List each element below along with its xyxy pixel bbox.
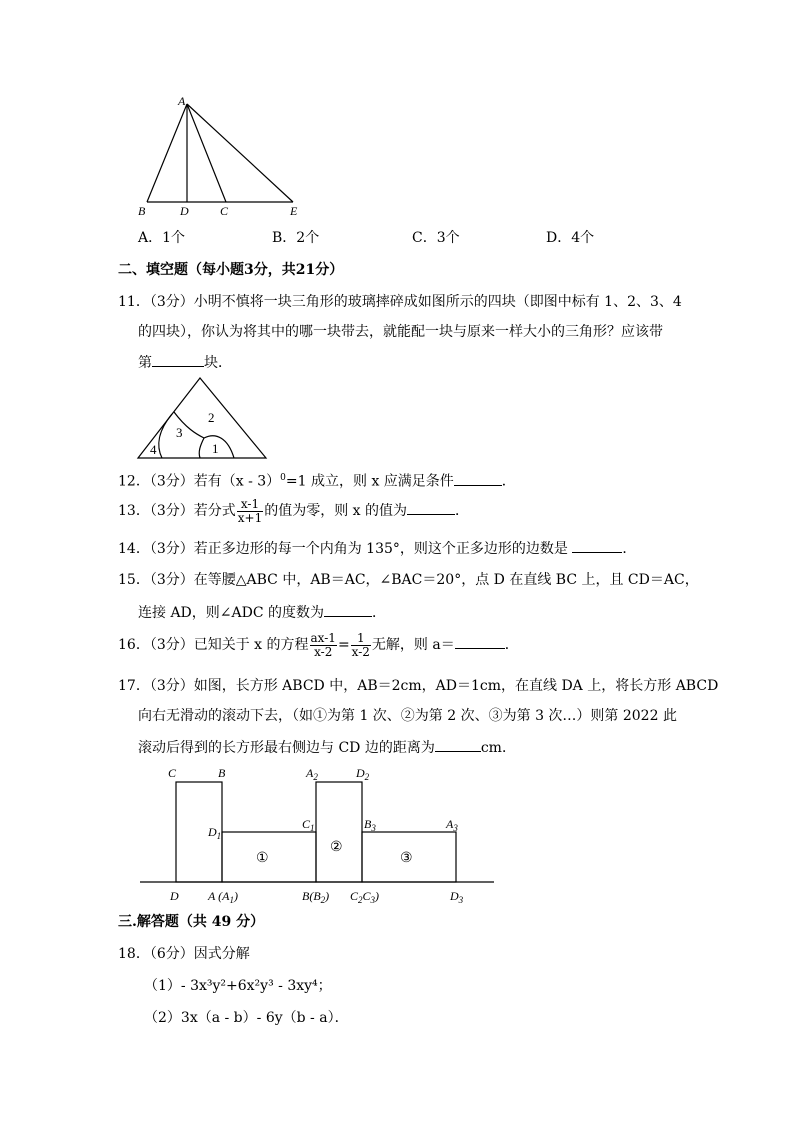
q17-line2: 向右无滑动的滚动下去，（如①为第 1 次、②为第 2 次、③为第 3 次…）则第 2022 此 [138,708,677,724]
label-a3: $A_3$ [446,817,458,833]
q18-part2: （2）3x（a - b）- 6y（b - a）． [144,1010,349,1026]
label-b: B [218,766,226,780]
piece-label-4: 4 [150,442,157,457]
glass-triangle [138,378,266,458]
option-a: A．1个 [138,230,186,246]
answer-blank[interactable] [455,634,505,649]
rectangle-1 [222,832,316,882]
q12: 12．（3分）若有（x - 3）$^0$=1 成立，则 x 应满足条件 ． [118,468,516,492]
q17-line1: 17．（3分）如图，长方形 ABCD 中，AB＝2cm，AD＝1cm，在直线 DA 上，将长方形 ABCD [118,678,719,694]
answer-blank[interactable] [454,471,502,486]
rectangle-2 [316,782,362,882]
label-bottom-d3: $D_3$ [450,889,464,905]
label-bottom-a: A $(A_1)$ [208,889,238,905]
section-2-title: 二、填空题（每小题3分，共21分） [118,262,344,278]
segment-ac [187,104,226,202]
label-d2: $D_2$ [356,766,370,782]
label-bottom-c: $C_2C_3$) [350,889,380,905]
q15-line1: 15．（3分）在等腰△ABC 中，AB＝AC，∠BAC＝20°，点 D 在直线 BC 上，且 CD＝AC， [118,572,699,588]
q15-line2: 连接 AD，则∠ADC 的度数为 ． [138,602,386,623]
label-c1: $C_1$ [302,817,315,833]
label-d1: $D_1$ [208,825,222,841]
label-b: B [138,204,146,218]
crack-line-3 [204,436,234,458]
piece-label-3: 3 [176,425,183,440]
broken-glass-figure [136,376,270,460]
q18-part1: （1）- 3x³y²+6x²y³ - 3xy⁴； [144,978,332,994]
fraction: $\frac{ax-1}{x-2}$ [310,630,336,659]
answer-blank[interactable] [324,602,372,617]
label-e: E [290,204,298,218]
segment-ae [187,104,293,202]
fraction: $\frac{1}{x-2}$ [351,630,370,659]
q11-line1: 11．（3分）小明不慎将一块三角形的玻璃摔碎成如图所示的四块（即图中标有 1、2、3、4 [118,294,682,310]
fraction: $\frac{x-1}{x+1}$ [237,496,263,525]
q13: 13．（3分）若分式 $\frac{x-1}{x+1}$ 的值为零，则 x 的值为 ． [118,496,470,525]
roll-label-3: ③ [400,851,413,866]
label-bottom-b: $B(B_2)$ [302,889,330,905]
crack-line-1 [159,414,172,458]
option-c: C．3个 [412,230,460,246]
section-3-title: 三.解答题（共 49 分） [118,914,265,930]
q14: 14．（3分）若正多边形的每一个内角为 135°，则这个正多边形的边数是 ． [118,538,636,559]
piece-label-2: 2 [208,410,215,425]
label-bottom-d: D [170,889,179,903]
q11-line2: 的四块），你认为将其中的哪一块带去，就能配一块与原来一样大小的三角形？应该带 [138,324,663,340]
label-c: C [168,766,177,780]
label-d: D [180,204,189,218]
q18-title: 18．（6分）因式分解 [118,946,250,962]
answer-blank[interactable] [435,737,481,752]
q16: 16．（3分）已知关于 x 的方程 $\frac{ax-1}{x-2}$ = $\frac{1}{x-2}$ 无解，则 a＝ ． [118,630,519,659]
q17-line3: 滚动后得到的长方形最右侧边与 CD 边的距离为 cm． [138,737,516,758]
answer-blank[interactable] [407,500,455,515]
option-b: B．2个 [272,230,320,246]
label-a2: $A_2$ [306,766,318,782]
answer-blank[interactable] [152,352,204,367]
roll-label-1: ① [256,851,269,866]
option-d: D．4个 [546,230,595,246]
segment-ab [147,104,187,202]
rolling-rectangle-figure [136,762,498,906]
triangle-figure-q10 [130,92,310,220]
q11-line3: 第 块． [138,352,232,373]
label-c: C [220,204,229,218]
label-a: A [178,94,186,108]
label-b3: $B_3$ [364,817,376,833]
answer-blank[interactable] [572,538,622,553]
roll-label-2: ② [330,840,343,855]
piece-label-1: 1 [212,441,219,456]
